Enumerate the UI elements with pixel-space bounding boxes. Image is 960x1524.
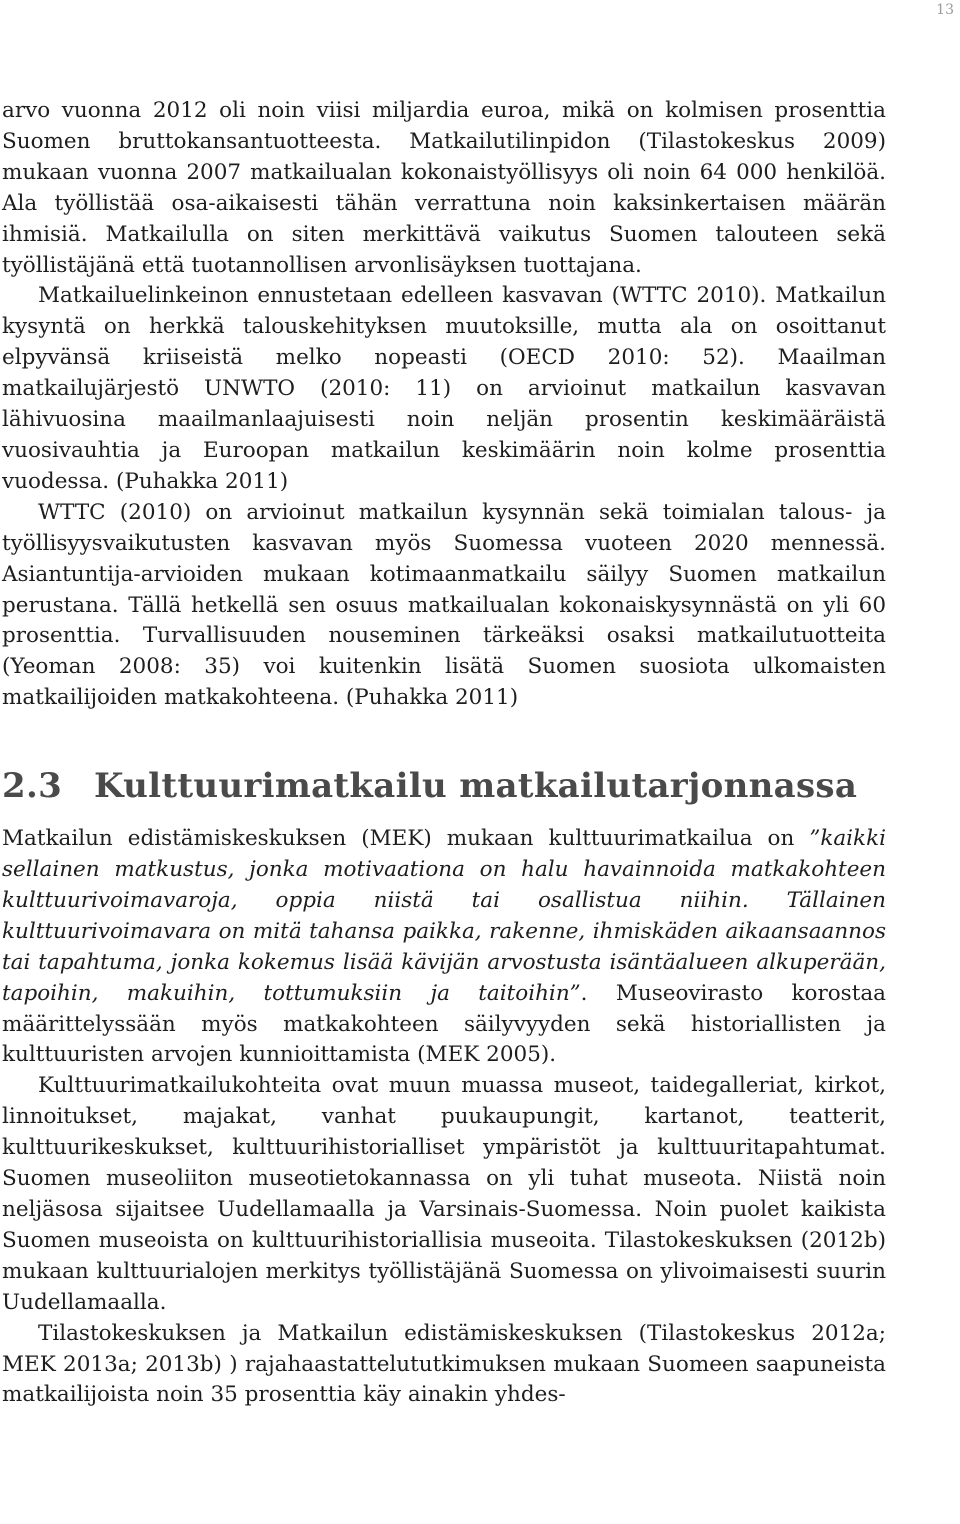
paragraph-4-intro: Matkailun edistämiskeskuksen (MEK) mukaan kulttuurimatkailua on bbox=[2, 826, 810, 852]
paragraph-3: WTTC (2010) on arvioinut matkailun kysynnän sekä toimialan talous- ja työllisyysvaikutusten kasvavan myös Suomessa vuoteen 2020 mennessä. Asiantuntija-arvioiden mukaan kotimaanmatkailu säilyy Suomen matkailun perustana. Tällä hetkellä sen osuus matkailualan kokonaiskysynnästä on yli 60 prosenttia. Turvallisuuden nouseminen tärkeäksi osaksi matkailutuotteita (Yeoman 2008: 35) voi kuitenkin lisätä Suomen suosiota ulkomaisten matkailijoiden matkakohteena. (Puhakka 2011) bbox=[2, 499, 886, 711]
paragraph-4-rest: . Museovirasto korostaa määrittelyssään myös matkakohteen säilyvyyden sekä historiallisten ja kulttuuristen arvojen kunnioittamista (MEK 2005). bbox=[2, 980, 886, 1068]
section-number: 2.3 bbox=[2, 766, 63, 807]
paragraph-6: Tilastokeskuksen ja Matkailun edistämiskeskuksen (Tilastokeskus 2012a; MEK 2013a; 2013b) ) rajahaastattelututkimuksen mukaan Suomeen saapuneista matkailijoista noin 35 prosenttia käy ainakin yhdes- bbox=[2, 1320, 886, 1408]
paragraph-2: Matkailuelinkeinon ennustetaan edelleen kasvavan (WTTC 2010). Matkailun kysyntä on herkkä talouskehityksen muutoksille, mutta ala on osoittanut elpyvänsä kriiseistä melko nopeasti (OECD 2010: 52). Maailman matkailujärjestö UNWTO (2010: 11) on arvioinut matkailun kasvavan lähivuosina maailmanlaajuisesti noin neljän prosentin keskimääräistä vuosivauhtia ja Euroopan matkailun keskimäärin noin kolme prosenttia vuodessa. (Puhakka 2011) bbox=[2, 283, 886, 494]
paragraph-5: Kulttuurimatkailukohteita ovat muun muassa museot, taidegalleriat, kirkot, linnoitukset, majakat, vanhat puukaupungit, kartanot, teatterit, kulttuurikeskukset, kulttuurihistorialliset ympäristöt ja kulttuuritapahtumat. Suomen museoliiton museotietokannassa on yli tuhat museota. Niistä noin neljäsosa sijaitsee Uudellamaalla ja Varsinais-Suomessa. Noin puolet kaikista Suomen museoista on kulttuurihistoriallisia museoita. Tilastokeskuksen (2012b) mukaan kulttuurialojen merkitys työllistäjänä Suomessa on ylivoimaisesti suurin Uudellamaalla. bbox=[2, 1073, 886, 1315]
section-title: Kulttuurimatkailu matkailutarjonnassa bbox=[94, 766, 858, 807]
page-number: 13 bbox=[936, 2, 954, 18]
paragraph-1: arvo vuonna 2012 oli noin viisi miljardia euroa, mikä on kolmisen prosenttia Suomen bruttokansantuotteesta. Matkailutilinpidon (Tilastokeskus 2009) mukaan vuonna 2007 matkailualan kokonaistyöllisyys oli noin 64 000 henkilöä. Ala työllistää osa-aikaisesti tähän verrattuna noin kaksinkertaisen määrän ihmisiä. Matkailulla on siten merkittävä vaikutus Suomen talouteen sekä työllistäjänä että tuotannollisen arvonlisäyksen tuottajana. bbox=[2, 98, 886, 278]
definition-quote: ”kaikki sellainen matkustus, jonka motivaationa on halu havainnoida matkakohteen kulttuurivoimavaroja, oppia niistä tai osallistua niihin. Tällainen kulttuurivoimavara on mitä tahansa paikka, rakenne, ihmiskäden aikaansaannos tai tapahtuma, jonka kokemus lisää kävijän arvostusta isäntäalueen alkuperään, tapoihin, makuihin, tottumuksiin ja taitoihin” bbox=[2, 826, 886, 1006]
section-heading bbox=[2, 764, 886, 808]
paragraph-4 bbox=[2, 824, 886, 1071]
page-body bbox=[2, 96, 886, 1411]
